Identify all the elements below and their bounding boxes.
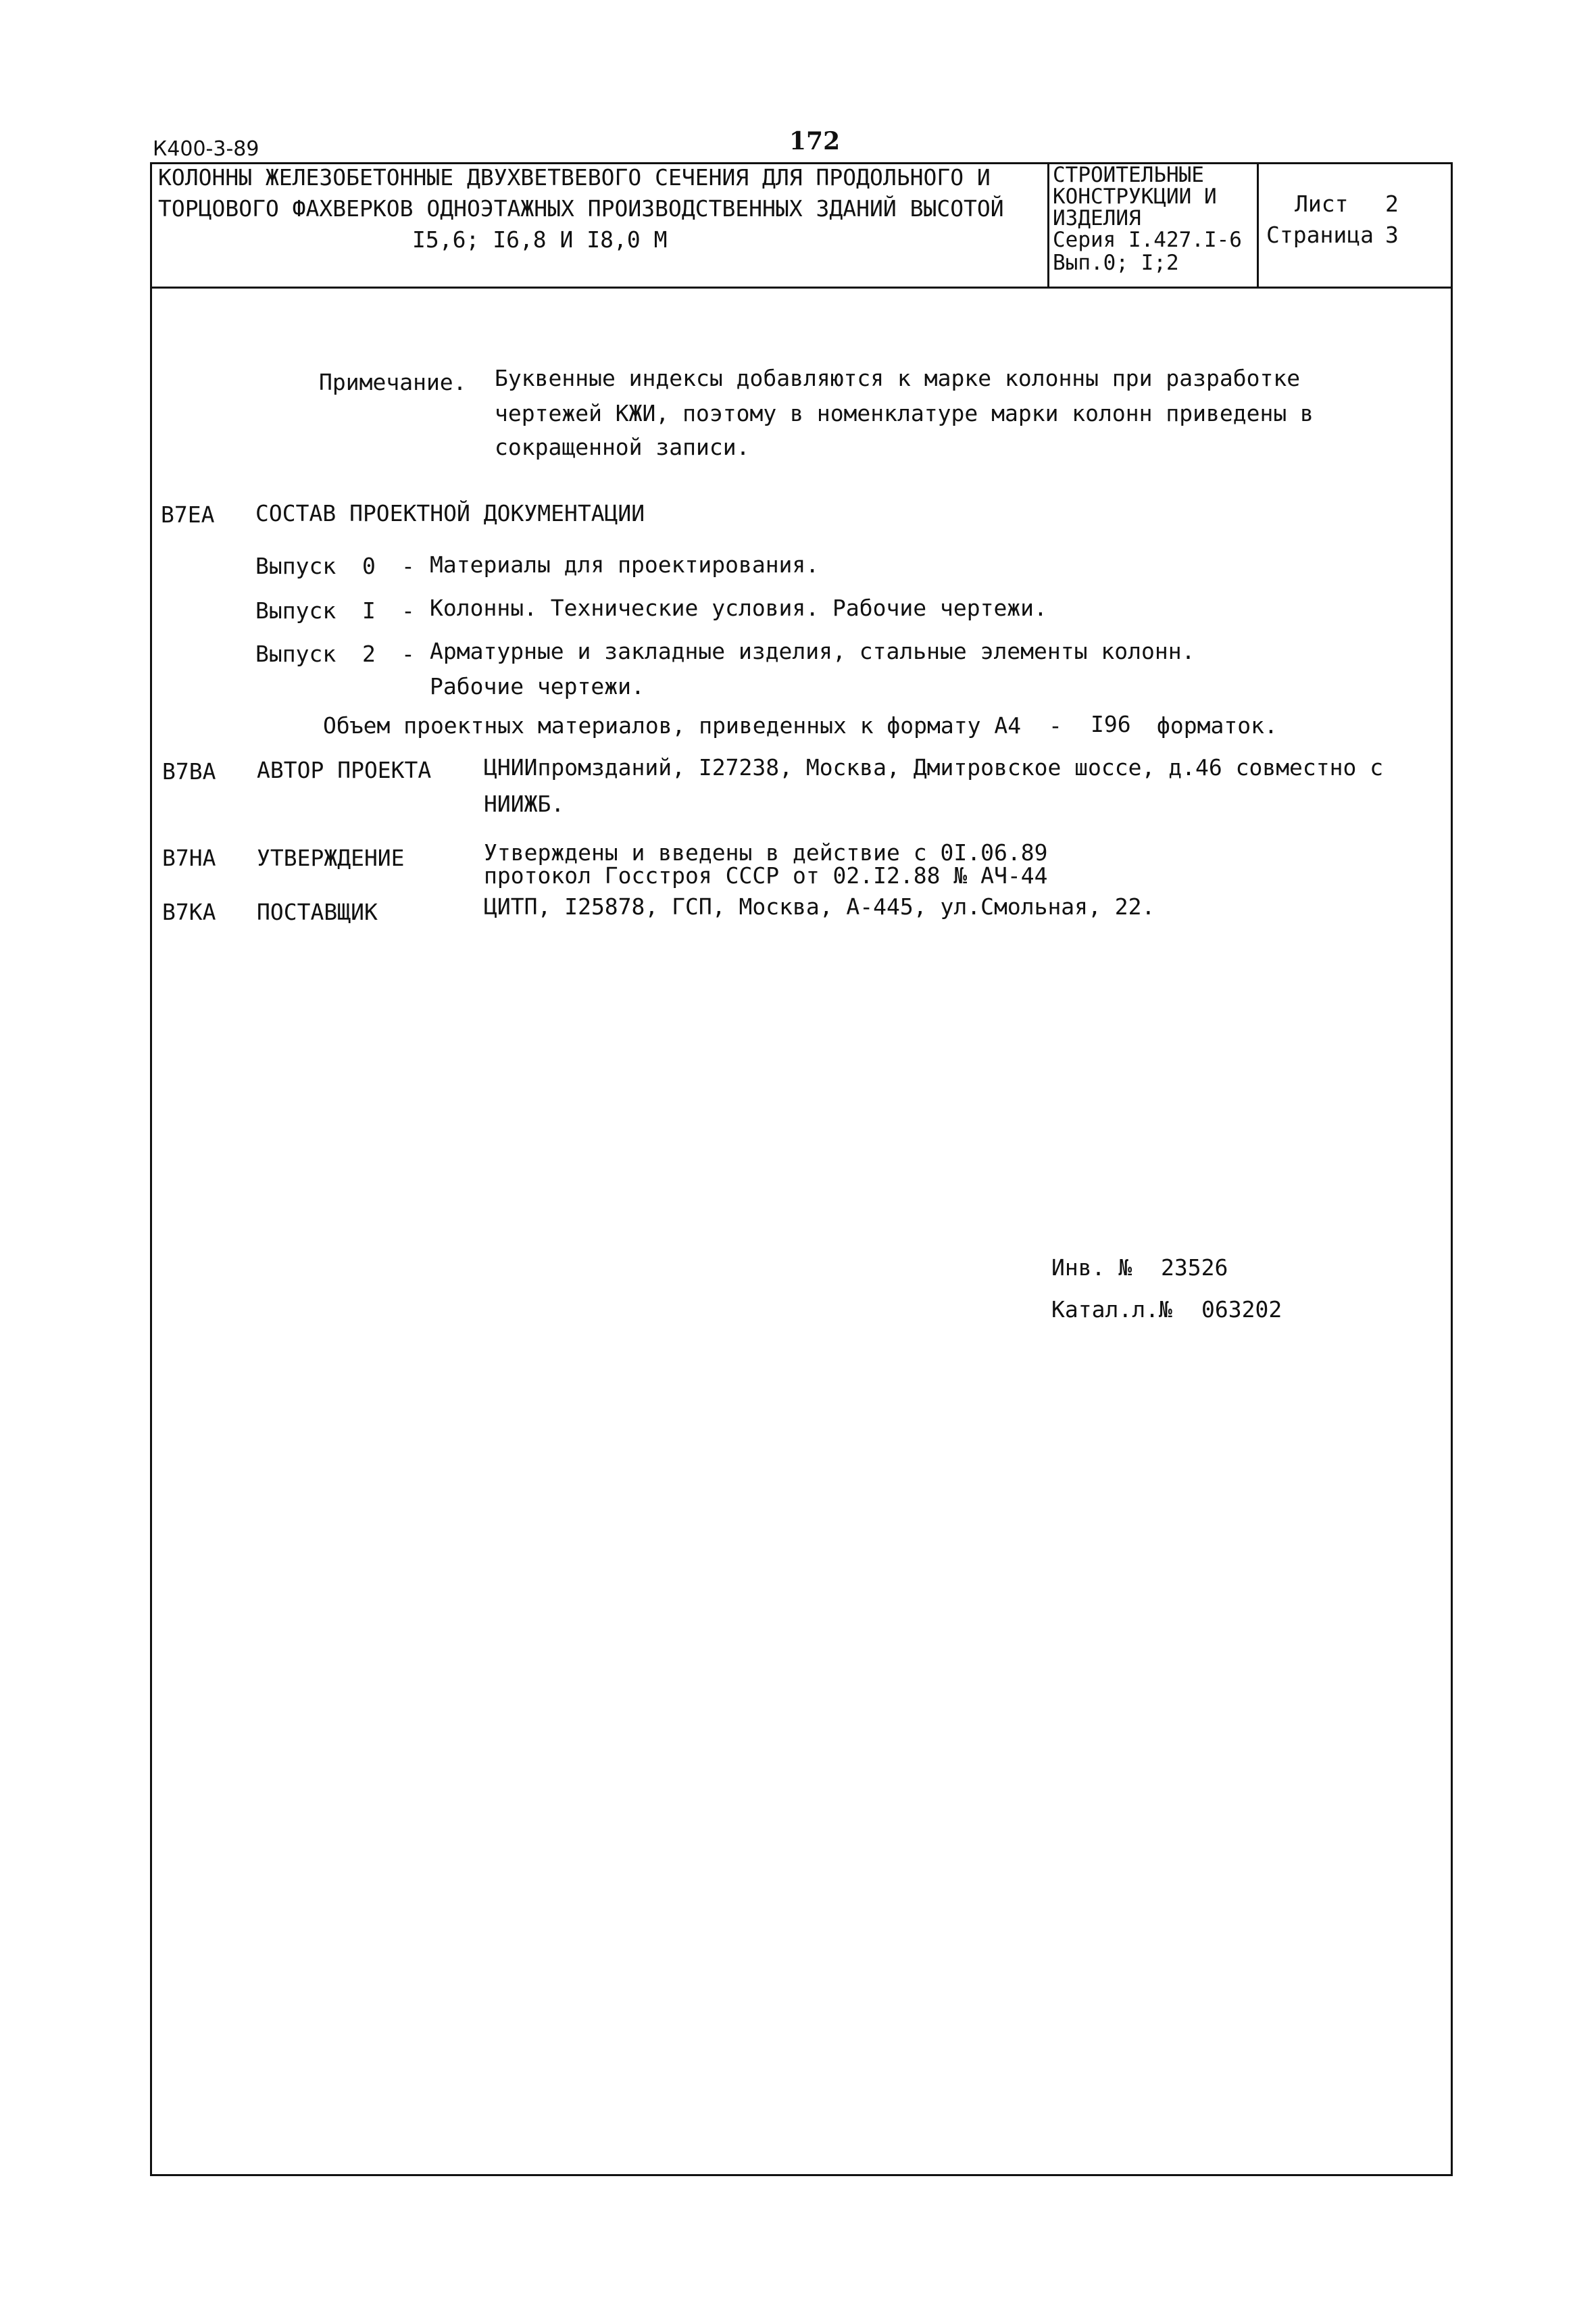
- issue-1-number: I: [362, 597, 376, 624]
- issue-0-number: 0: [362, 553, 376, 579]
- issue-1-dash: -: [401, 597, 415, 624]
- inventory-label: Инв. №: [1051, 1254, 1132, 1281]
- note-line-3: сокращенной записи.: [495, 434, 750, 460]
- title-line-2: ТОРЦОВОГО ФАХВЕРКОВ ОДНОЭТАЖНЫХ ПРОИЗВОДСТВЕННЫХ ЗДАНИЙ ВЫСОТОЙ: [158, 195, 1004, 222]
- page-value: 3: [1385, 222, 1399, 248]
- approval-label: УТВЕРЖДЕНИЕ: [257, 845, 405, 871]
- issue-0-label: Выпуск: [255, 553, 336, 579]
- author-line-2: НИИЖБ.: [484, 791, 565, 817]
- volume-dash: -: [1049, 712, 1062, 739]
- composition-code: В7ЕА: [161, 501, 215, 528]
- catalog-value: 063202: [1201, 1296, 1282, 1323]
- supplier-label: ПОСТАВЩИК: [257, 899, 378, 925]
- title-block-divider-2: [1257, 162, 1259, 288]
- note-line-2: чертежей КЖИ, поэтому в номенклатуре марки колонн приведены в: [495, 400, 1314, 426]
- issue-1-text: Колонны. Технические условия. Рабочие чертежи.: [430, 595, 1047, 621]
- supplier-code: В7КА: [162, 899, 216, 925]
- author-code: В7ВА: [162, 758, 216, 785]
- issue-1-label: Выпуск: [255, 597, 336, 624]
- supplier-text: ЦИТП, I25878, ГСП, Москва, А-445, ул.Смольная, 22.: [484, 893, 1155, 920]
- sheet-value: 2: [1385, 191, 1399, 217]
- sheet-label: Лист: [1295, 191, 1349, 217]
- page-number: 172: [789, 127, 841, 155]
- issue-2-dash: -: [401, 641, 415, 667]
- document-code: К400-3-89: [153, 137, 259, 161]
- issue-2-text: Арматурные и закладные изделия, стальные элементы колонн.: [430, 638, 1195, 664]
- note-label: Примечание.: [319, 369, 467, 395]
- issue-2-label: Выпуск: [255, 641, 336, 667]
- note-line-1: Буквенные индексы добавляются к марке колонны при разработке: [495, 365, 1301, 391]
- title-line-1: КОЛОННЫ ЖЕЛЕЗОБЕТОННЫЕ ДВУХВЕТВЕВОГО СЕЧЕНИЯ ДЛЯ ПРОДОЛЬНОГО И: [158, 164, 991, 191]
- series-number: Серия I.427.I-6: [1053, 228, 1242, 252]
- title-block-divider-1: [1047, 162, 1049, 288]
- issue-numbers: Вып.0; I;2: [1053, 251, 1179, 275]
- issue-0-text: Материалы для проектирования.: [430, 551, 820, 578]
- inventory-value: 23526: [1161, 1254, 1228, 1281]
- author-label: АВТОР ПРОЕКТА: [257, 757, 432, 783]
- volume-value: I96: [1091, 711, 1131, 737]
- volume-unit: форматок.: [1157, 712, 1278, 739]
- issue-2-number: 2: [362, 641, 376, 667]
- issue-2-text-line-2: Рабочие чертежи.: [430, 673, 645, 699]
- author-line-1: ЦНИИпромзданий, I27238, Москва, Дмитровское шоссе, д.46 совместно с: [484, 754, 1384, 781]
- category-line-2: КОНСТРУКЦИИ И: [1053, 184, 1217, 209]
- category-line-3: ИЗДЕЛИЯ: [1053, 206, 1141, 230]
- approval-line-1: Утверждены и введены в действие с 0I.06.89: [484, 839, 1048, 866]
- approval-line-2: протокол Госстроя СССР от 02.I2.88 № АЧ-44: [484, 862, 1048, 889]
- title-line-3: I5,6; I6,8 И I8,0 М: [412, 226, 668, 253]
- catalog-label: Катал.л.№: [1051, 1296, 1172, 1323]
- page-frame: [150, 162, 1453, 2176]
- approval-code: В7НА: [162, 845, 216, 871]
- composition-heading: СОСТАВ ПРОЕКТНОЙ ДОКУМЕНТАЦИИ: [255, 500, 645, 526]
- volume-text: Объем проектных материалов, приведенных к формату А4: [323, 712, 1022, 739]
- issue-0-dash: -: [401, 553, 415, 579]
- page-label: Страница: [1266, 222, 1374, 248]
- category-line-1: СТРОИТЕЛЬНЫЕ: [1053, 163, 1204, 187]
